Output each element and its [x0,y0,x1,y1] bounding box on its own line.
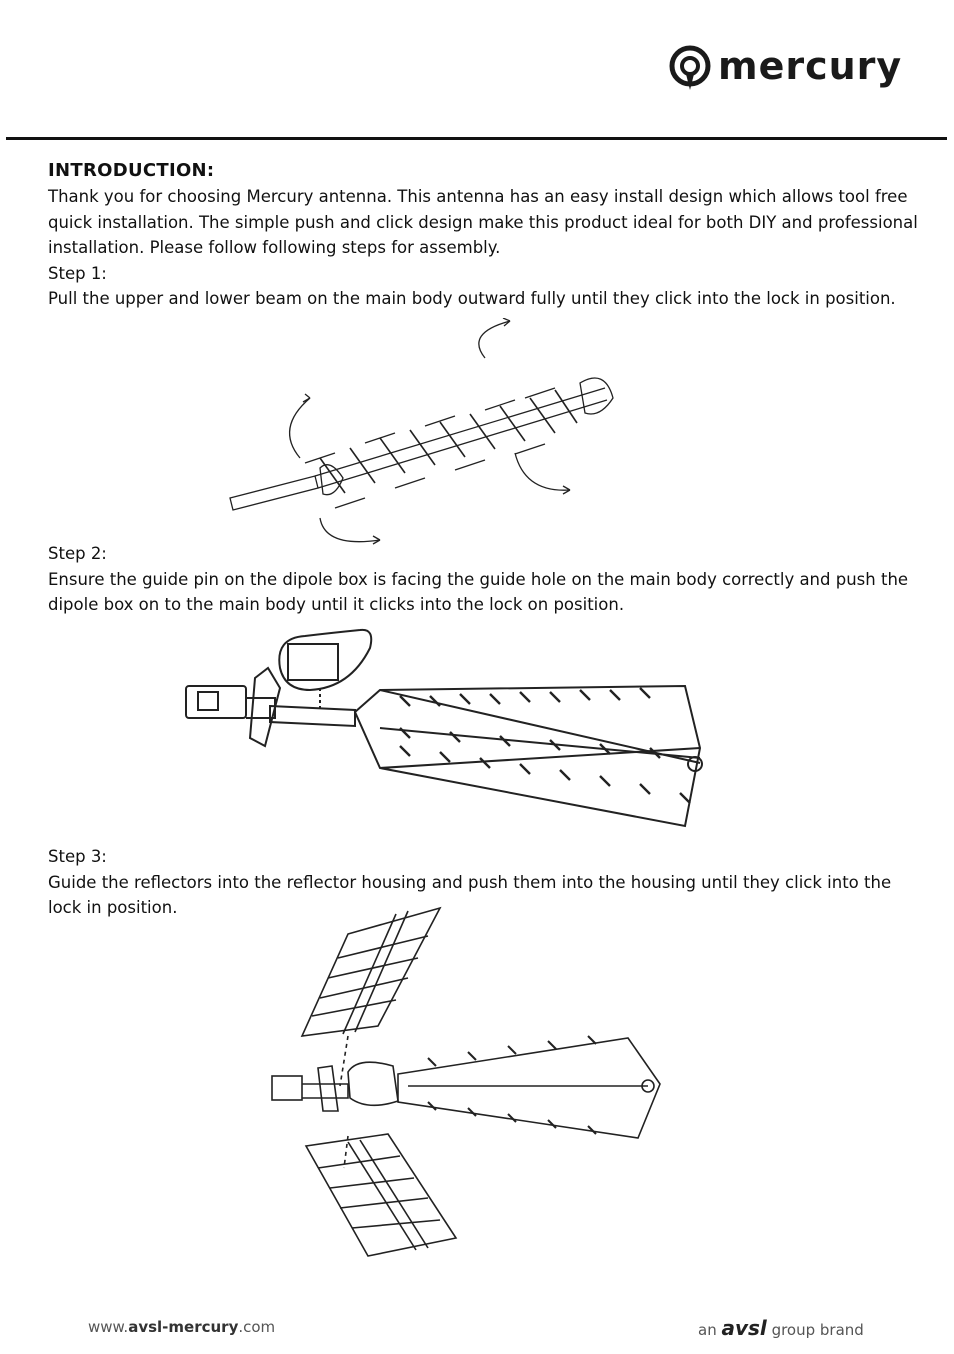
step-2-text: Ensure the guide pin on the dipole box is facing the guide hole on the main body correctly and push the dipole box on to the main body until it clicks into the lock on position. [48,569,909,614]
footer-brand-prefix: an [698,1321,717,1339]
footer-url [88,1318,275,1336]
intro-section [48,158,918,312]
footer-url-suffix: .com [238,1318,276,1336]
footer-brand [698,1316,864,1340]
step-3-diagram [268,906,668,1268]
footer-url-brand: avsl-mercury [128,1318,239,1336]
step-1-label: Step 1: [48,263,107,283]
intro-paragraph: Thank you for choosing Mercury antenna. This antenna has an easy install design which allows tool free quick installation. The simple push and click design make this product ideal for both DIY and professional installation. Please follow following steps for assembly. [48,187,918,257]
mercury-logo-icon [668,44,712,92]
logo-text: mercury [718,44,903,88]
step-1-diagram [225,318,625,550]
step-3-label: Step 3: [48,847,107,866]
section-title: INTRODUCTION: [48,160,215,181]
step-3-text: Guide the reflectors into the reflector housing and push them into the housing until they click into the lock in position. [48,872,892,917]
step-2-diagram [180,628,730,843]
avsl-logo: avsl [721,1316,767,1340]
step-2-section [48,541,918,618]
step-2-label: Step 2: [48,544,107,563]
header-divider [6,137,947,140]
footer-brand-suffix: group brand [771,1321,864,1339]
footer-url-prefix: www. [88,1318,129,1336]
step-1-text: Pull the upper and lower beam on the main body outward fully until they click into the lock in position. [48,289,896,308]
mercury-logo [668,44,908,94]
